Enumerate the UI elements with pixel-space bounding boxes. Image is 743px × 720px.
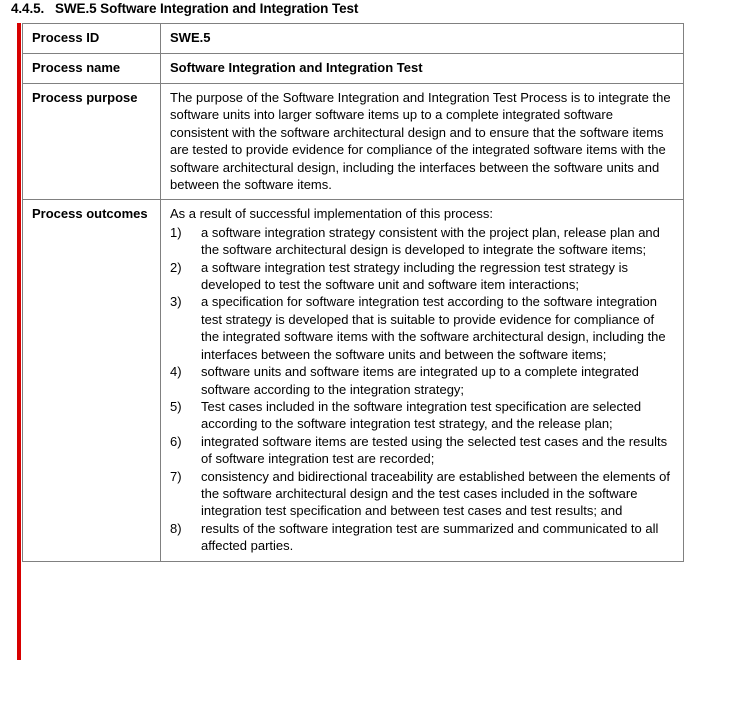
process-outcomes-list (170, 224, 675, 555)
table-row (23, 54, 684, 84)
list-item (170, 433, 675, 468)
row-label-process-outcomes (23, 200, 161, 561)
process-definition-table (22, 23, 684, 562)
revision-change-bar (17, 23, 21, 661)
row-label-process-purpose: Process purpose (23, 84, 161, 200)
list-item-text: software units and software items are integrated up to a complete integrated software according to the integration strategy; (201, 364, 639, 397)
list-item-text: a specification for software integration test according to the software integration test strategy is developed that is suitable to provide evidence for compliance of the integrated software items with the software architectural design, including the interfaces between the software units and between the software items; (201, 294, 666, 362)
list-item-text: a software integration strategy consistent with the project plan, release plan and the software architectural design is developed to integrate the software items; (201, 224, 660, 258)
table-row (23, 84, 684, 200)
list-item-text: a software integration test strategy including the regression test strategy is developed to test the software unit and software item interactions; (201, 259, 629, 293)
list-item-marker: 8) (170, 520, 182, 536)
process-outcomes-label: Process outcomes (32, 206, 148, 222)
row-label-process-id: Process ID (23, 24, 161, 54)
list-item-text: results of the software integration test are summarized and communicated to all affected parties. (201, 520, 659, 554)
page-bottom-clip (0, 660, 743, 720)
list-item (170, 468, 675, 520)
row-value-process-id: SWE.5 (161, 24, 684, 54)
table-row (23, 200, 684, 561)
list-item (170, 293, 675, 363)
row-value-process-name: Software Integration and Integration Test (161, 54, 684, 84)
list-item-marker: 1) (170, 224, 182, 240)
section-title: SWE.5 Software Integration and Integration Test (55, 1, 359, 16)
list-item-marker: 3) (170, 294, 182, 310)
list-item-text: Test cases included in the software integration test specification are selected according to the software integration test strategy, and the release plan; (201, 398, 642, 432)
list-item (170, 259, 675, 294)
list-item-marker: 2) (170, 259, 182, 275)
list-item-text: consistency and bidirectional traceability are established between the elements of the software architectural design and the test cases included in the software integration test specification and between test cases and test results; and (201, 468, 670, 519)
list-item-marker: 4) (170, 364, 182, 380)
row-value-process-outcomes (161, 200, 684, 561)
process-purpose-text: The purpose of the Software Integration and Integration Test Process is to integrate the software units into larger software items up to a complete integrated software consistent with the software architectural design and to ensure that the software items are tested to provide evidence for compliance of the integrated software items with the software architectural design, including the interfaces between the software units and between the software items. (170, 90, 671, 193)
section-heading (11, 0, 358, 18)
process-outcomes-intro: As a result of successful implementation of this process: (170, 206, 493, 222)
list-item-marker: 5) (170, 398, 182, 414)
list-item (170, 363, 675, 398)
list-item (170, 520, 675, 555)
row-label-process-name: Process name (23, 54, 161, 84)
list-item (170, 224, 675, 259)
list-item-marker: 7) (170, 468, 182, 484)
list-item-marker: 6) (170, 433, 182, 449)
list-item-text: integrated software items are tested using the selected test cases and the results of software integration test are recorded; (201, 433, 668, 467)
list-item (170, 398, 675, 433)
section-number: 4.4.5. (11, 1, 45, 16)
table-row (23, 24, 684, 54)
row-value-process-purpose (161, 84, 684, 200)
